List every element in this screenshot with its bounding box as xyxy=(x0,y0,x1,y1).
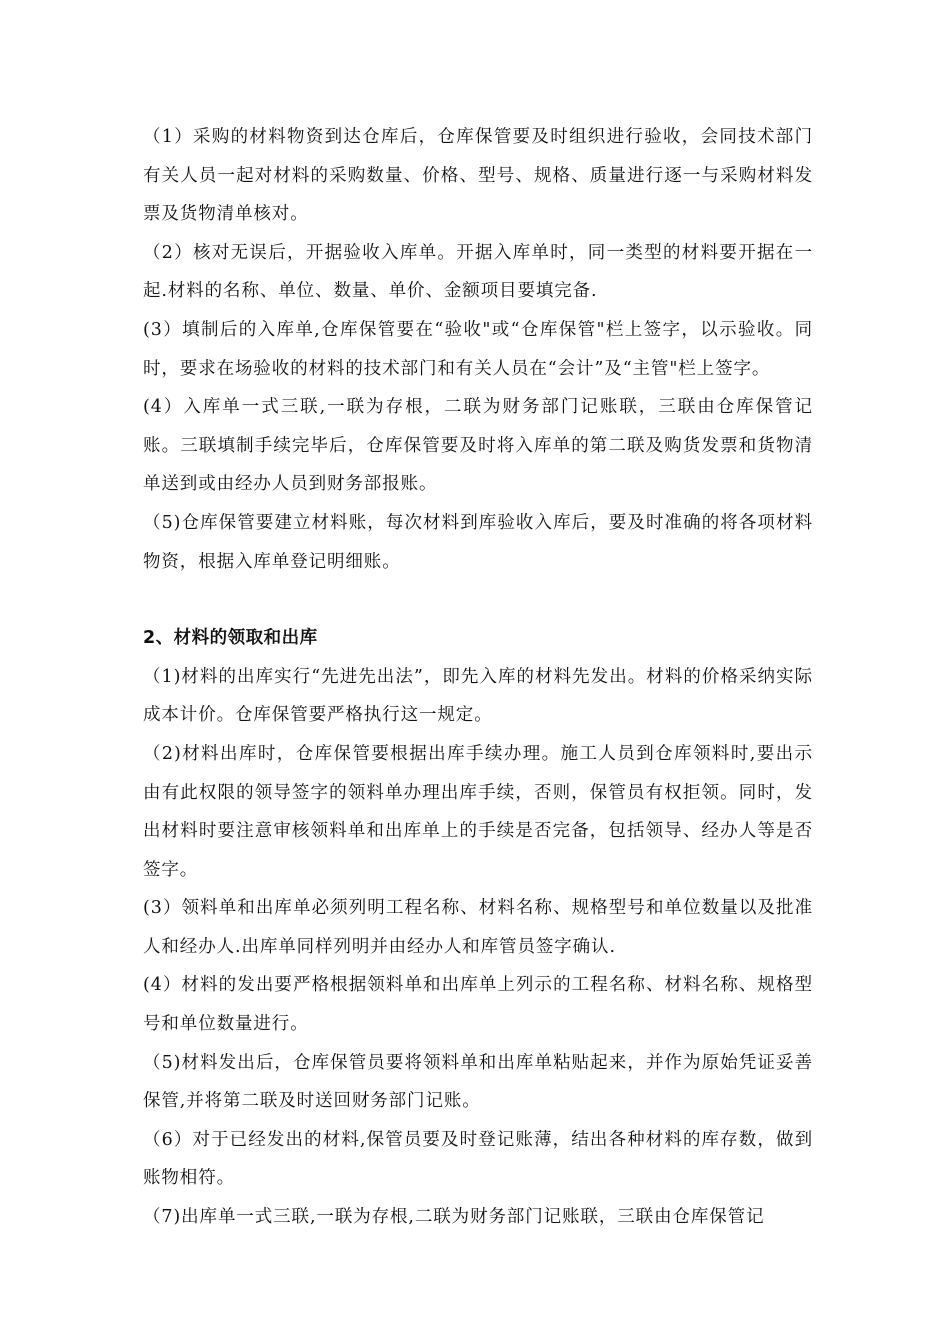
paragraph-issue-1: （1)材料的出库实行“先进先出法”，即先入库的材料先发出。材料的价格采纳实际成本计价。仓库保管要严格执行这一规定。 xyxy=(143,666,813,726)
paragraph-issue-5: （5)材料发出后，仓库保管员要将领料单和出库单粘贴起来，并作为原始凭证妥善保管,并将第二联及时送回财务部门记账。 xyxy=(143,1052,813,1112)
paragraph-receipt-4: (4）入库单一式三联,一联为存根，二联为财务部门记账联，三联由仓库保管记账。三联填制手续完毕后，仓库保管要及时将入库单的第二联及购货发票和货物清单送到或由经办人员到财务部报账。 xyxy=(143,397,813,495)
paragraph-issue-3: (3）领料单和出库单必须列明工程名称、材料名称、规格型号和单位数量以及批准人和经办人.出库单同样列明并由经办人和库管员签字确认. xyxy=(143,898,813,957)
paragraph-issue-4: (4）材料的发出要严格根据领料单和出库单上列示的工程名称、材料名称、规格型号和单位数量进行。 xyxy=(143,975,813,1035)
section-heading: 2、材料的领取和出库 xyxy=(143,628,318,649)
paragraph-issue-2: （2)材料出库时，仓库保管要根据出库手续办理。施工人员到仓库领料时,要出示由有此权限的领导签字的领料单办理出库手续，否则，保管员有权拒领。同时，发出材料时要注意审核领料单和出库单上的手续是否完备，包括领导、经办人等是否签字。 xyxy=(143,743,813,880)
section-material-issue xyxy=(143,619,813,1237)
paragraph-issue-7: （7)出库单一式三联,一联为存根,二联为财务部门记账联，三联由仓库保管记 xyxy=(143,1207,765,1228)
document-body xyxy=(143,118,813,1237)
paragraph-receipt-1: （1）采购的材料物资到达仓库后，仓库保管要及时组织进行验收，会同技术部门有关人员一起对材料的采购数量、价格、型号、规格、质量进行逐一与采购材料发票及货物清单核对。 xyxy=(143,127,813,225)
paragraph-receipt-2: （2）核对无误后，开据验收入库单。开据入库单时，同一类型的材料要开据在一起.材料的名称、单位、数量、单价、金额项目要填完备. xyxy=(143,242,813,302)
section-spacer xyxy=(143,581,813,619)
paragraph-issue-6: （6）对于已经发出的材料,保管员要及时登记账薄，结出各种材料的库存数，做到账物相符。 xyxy=(143,1129,813,1189)
paragraph-receipt-3: (3）填制后的入库单,仓库保管要在“验收"或“仓库保管"栏上签字，以示验收。同时，要求在场验收的材料的技术部门和有关人员在“会计”及“主管"栏上签字。 xyxy=(143,319,813,379)
paragraph-receipt-5: （5)仓库保管要建立材料账，每次材料到库验收入库后，要及时准确的将各项材料物资，根据入库单登记明细账。 xyxy=(143,512,813,572)
section-warehouse-receipt xyxy=(143,118,813,581)
